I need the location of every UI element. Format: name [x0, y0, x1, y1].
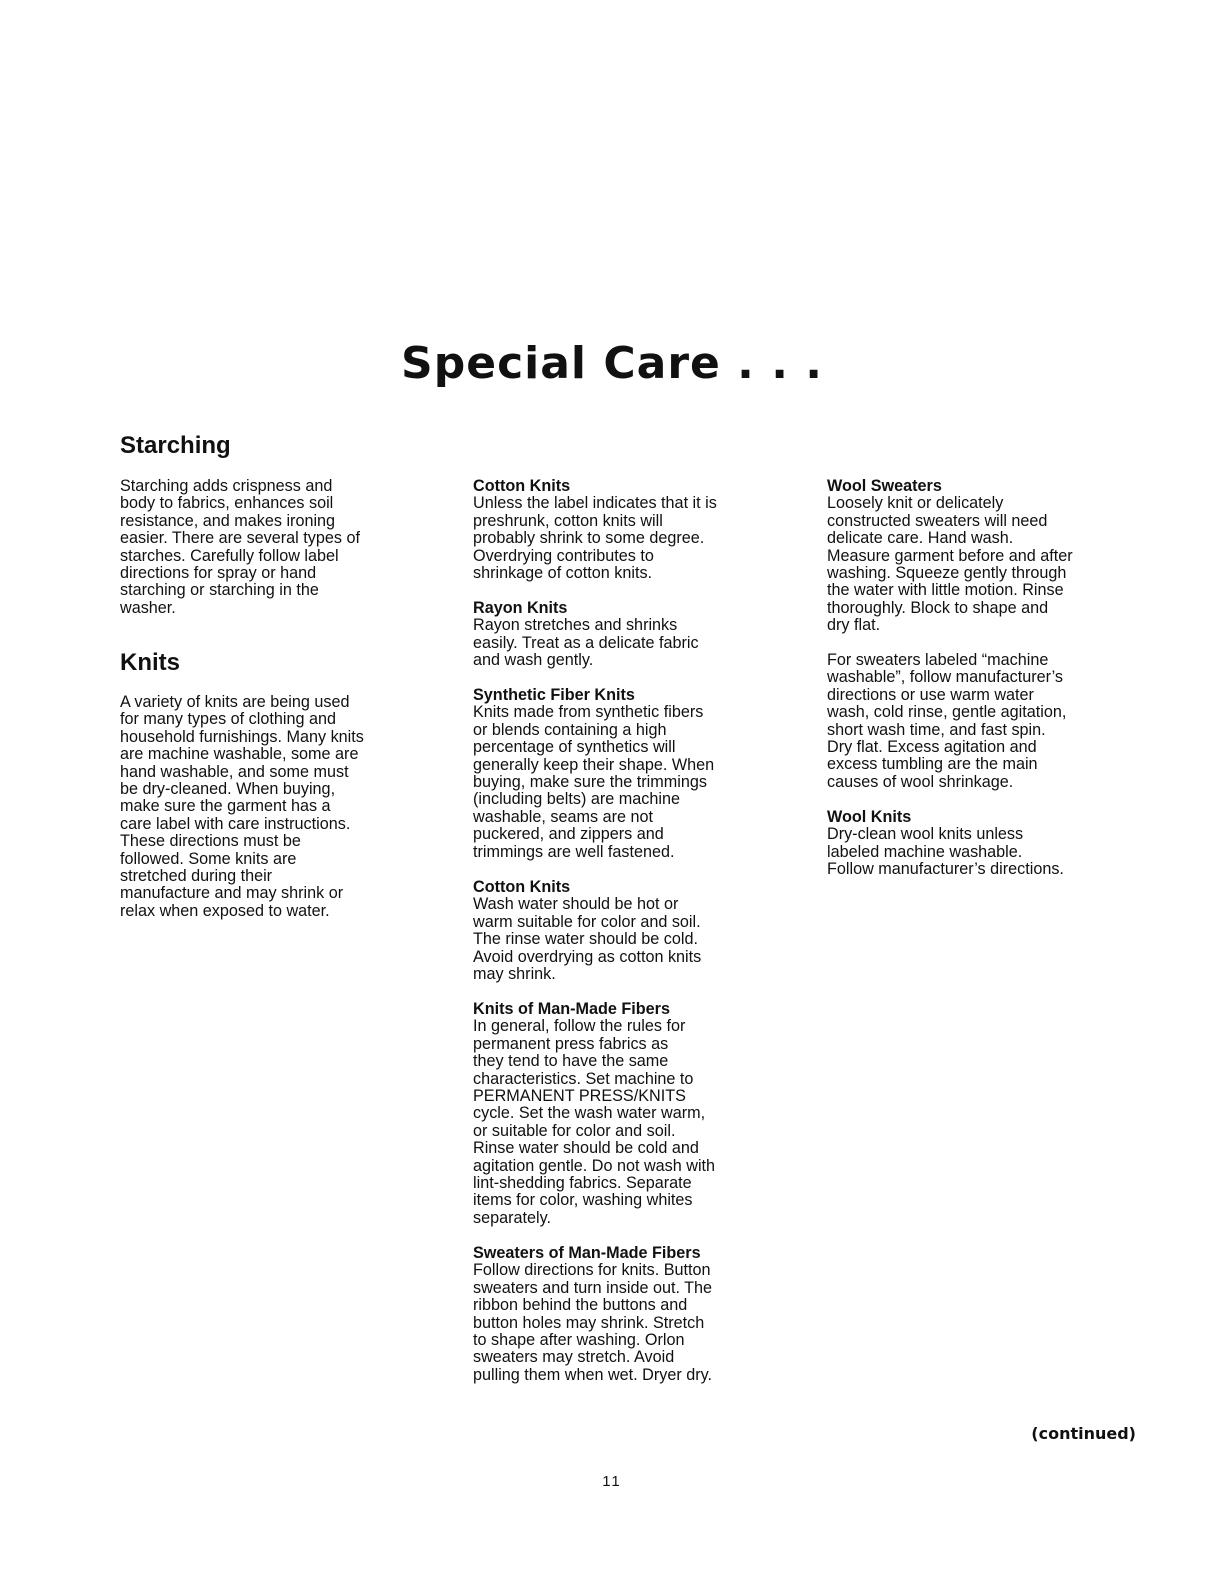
subsection-heading: Rayon Knits — [473, 599, 568, 617]
text-line: and wash gently. — [473, 651, 594, 670]
subsection-wool-knits — [827, 809, 1064, 879]
subsection-heading: Cotton Knits — [473, 477, 571, 495]
text-line: washer. — [120, 598, 176, 617]
text-line: washable”, follow manufacturer’s — [827, 668, 1064, 687]
text-line: trimmings are well fastened. — [473, 842, 675, 861]
text-line: shrinkage of cotton knits. — [473, 564, 653, 583]
text-line: probably shrink to some degree. — [473, 529, 705, 548]
text-line: The rinse water should be cold. — [473, 930, 698, 949]
text-line: care label with care instructions. — [120, 814, 351, 833]
text-line: lint-shedding fabrics. Separate — [473, 1174, 692, 1193]
text-line: they tend to have the same — [473, 1052, 669, 1071]
text-line: (including belts) are machine — [473, 790, 680, 809]
text-line: cycle. Set the wash water warm, — [473, 1104, 706, 1123]
text-line: or blends containing a high — [473, 720, 667, 739]
text-line: may shrink. — [473, 965, 556, 984]
text-line: delicate care. Hand wash. — [827, 529, 1014, 548]
text-line: Avoid overdrying as cotton knits — [473, 947, 702, 966]
paragraph-machine-washable-sweaters — [827, 652, 1066, 791]
paragraph-knits — [120, 694, 364, 920]
subsection-heading: Wool Sweaters — [827, 477, 942, 495]
text-line: buying, make sure the trimmings — [473, 773, 707, 792]
text-line: Follow manufacturer’s directions. — [827, 860, 1064, 879]
text-line: Knits made from synthetic fibers — [473, 703, 704, 722]
text-line: Dry flat. Excess agitation and — [827, 738, 1037, 757]
text-line: Follow directions for knits. Button — [473, 1261, 711, 1280]
subsection-knits-man-made-fibers — [473, 1001, 715, 1227]
text-line: percentage of synthetics will — [473, 738, 676, 757]
text-line: wash, cold rinse, gentle agitation, — [827, 703, 1067, 722]
text-line: short wash time, and fast spin. — [827, 720, 1046, 739]
subsection-cotton-knits-2 — [473, 879, 701, 983]
subsection-rayon-knits — [473, 600, 699, 670]
subsection-heading: Knits of Man-Made Fibers — [473, 1000, 670, 1018]
subsection-synthetic-fiber-knits — [473, 687, 714, 861]
text-line: dry flat. — [827, 616, 881, 635]
text-line: resistance, and makes ironing — [120, 511, 336, 530]
text-line: permanent press fabrics as — [473, 1034, 669, 1053]
text-line: thoroughly. Block to shape and — [827, 598, 1049, 617]
text-line: Loosely knit or delicately — [827, 494, 1004, 513]
subsection-heading: Synthetic Fiber Knits — [473, 686, 635, 704]
text-line: agitation gentle. Do not wash with — [473, 1156, 716, 1175]
text-line: puckered, and zippers and — [473, 825, 664, 844]
text-line: the water with little motion. Rinse — [827, 581, 1064, 600]
text-line: labeled machine washable. — [827, 842, 1023, 861]
text-line: for many types of clothing and — [120, 710, 336, 729]
text-line: sweaters may stretch. Avoid — [473, 1348, 675, 1367]
subsection-heading: Cotton Knits — [473, 878, 571, 896]
text-line: manufacture and may shrink or — [120, 884, 344, 903]
subsection-wool-sweaters — [827, 478, 1073, 635]
text-line: Overdrying contributes to — [473, 546, 654, 565]
text-line: sweaters and turn inside out. The — [473, 1278, 713, 1297]
text-line: starches. Carefully follow label — [120, 546, 339, 565]
text-line: Rinse water should be cold and — [473, 1139, 699, 1158]
text-line: directions or use warm water — [827, 685, 1034, 704]
text-line: washable, seams are not — [473, 807, 653, 826]
text-line: preshrunk, cotton knits will — [473, 511, 663, 530]
text-line: For sweaters labeled “machine — [827, 651, 1049, 669]
page-title: Special Care . . . — [401, 338, 823, 389]
paragraph-starching — [120, 478, 360, 617]
text-line: constructed sweaters will need — [827, 511, 1048, 530]
text-line: washing. Squeeze gently through — [827, 564, 1067, 583]
text-line: easier. There are several types of — [120, 529, 360, 548]
text-line: be dry-cleaned. When buying, — [120, 780, 336, 799]
text-line: easily. Treat as a delicate fabric — [473, 633, 699, 652]
text-line: hand washable, and some must — [120, 762, 349, 781]
continued-label: (continued) — [1031, 1424, 1136, 1443]
text-line: warm suitable for color and soil. — [473, 912, 701, 931]
text-line: characteristics. Set machine to — [473, 1069, 694, 1088]
text-line: PERMANENT PRESS/KNITS — [473, 1087, 686, 1106]
text-line: In general, follow the rules for — [473, 1017, 686, 1036]
text-line: make sure the garment has a — [120, 797, 331, 816]
text-line: Unless the label indicates that it is — [473, 494, 717, 513]
text-line: or suitable for color and soil. — [473, 1121, 676, 1140]
page-number: 11 — [602, 1473, 622, 1490]
subsection-heading: Sweaters of Man-Made Fibers — [473, 1244, 701, 1262]
text-line: are machine washable, some are — [120, 745, 359, 764]
text-line: Starching adds crispness and — [120, 477, 333, 495]
text-line: These directions must be — [120, 832, 301, 851]
text-line: Measure garment before and after — [827, 546, 1073, 565]
text-line: separately. — [473, 1208, 551, 1227]
text-line: relax when exposed to water. — [120, 901, 330, 920]
section-heading-starching: Starching — [120, 432, 231, 459]
text-line: starching or starching in the — [120, 581, 319, 600]
text-line: body to fabrics, enhances soil — [120, 494, 334, 513]
text-line: items for color, washing whites — [473, 1191, 693, 1210]
subsection-heading: Wool Knits — [827, 808, 912, 826]
text-line: Rayon stretches and shrinks — [473, 616, 678, 635]
text-line: generally keep their shape. When — [473, 755, 715, 774]
text-line: followed. Some knits are — [120, 849, 297, 868]
text-line: causes of wool shrinkage. — [827, 772, 1014, 791]
text-line: household furnishings. Many knits — [120, 727, 364, 746]
text-line: stretched during their — [120, 867, 273, 886]
text-line: A variety of knits are being used — [120, 693, 350, 711]
text-line: pulling them when wet. Dryer dry. — [473, 1365, 713, 1384]
text-line: to shape after washing. Orlon — [473, 1331, 685, 1350]
subsection-cotton-knits-1 — [473, 478, 717, 582]
text-line: Wash water should be hot or — [473, 895, 679, 914]
text-line: Dry-clean wool knits unless — [827, 825, 1024, 844]
text-line: excess tumbling are the main — [827, 755, 1038, 774]
text-line: directions for spray or hand — [120, 564, 317, 583]
section-heading-knits: Knits — [120, 649, 180, 676]
subsection-sweaters-man-made-fibers — [473, 1245, 712, 1384]
text-line: button holes may shrink. Stretch — [473, 1313, 705, 1332]
text-line: ribbon behind the buttons and — [473, 1296, 688, 1315]
